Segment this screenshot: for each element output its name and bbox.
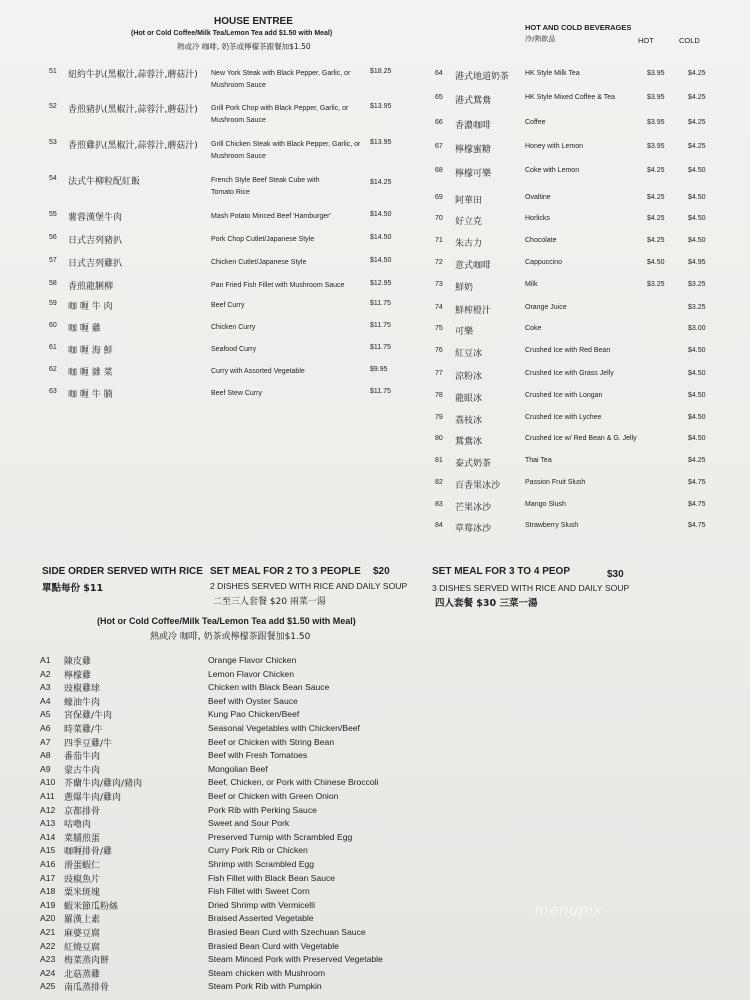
beverage-item xyxy=(0,435,750,455)
item-number: 67 xyxy=(435,143,443,150)
hot-price: $4.25 xyxy=(647,167,665,174)
cold-price: $3.25 xyxy=(688,281,706,288)
item-code: A19 xyxy=(40,899,56,910)
item-code: A2 xyxy=(40,668,51,679)
item-name-zh: 香煎雞扒(黑椒汁,蒜蓉汁,蘑菇汁) xyxy=(68,141,198,151)
item-code: A25 xyxy=(40,981,56,992)
hot-price: $3.95 xyxy=(647,70,665,77)
item-name-zh: 檸檬蜜糖 xyxy=(455,145,492,155)
item-name-en: Kung Pao Chicken/Beef xyxy=(208,709,300,720)
item-code: A10 xyxy=(40,777,56,788)
beverage-item xyxy=(0,167,750,187)
item-name-zh: 可樂 xyxy=(455,327,474,337)
item-number: 79 xyxy=(435,414,443,421)
item-name-zh: 涼粉冰 xyxy=(455,372,483,382)
cold-price: $3.00 xyxy=(688,325,706,332)
cold-price: $4.25 xyxy=(688,94,706,101)
item-price: $14.25 xyxy=(370,179,392,186)
item-name-zh: 檸檬雞 xyxy=(64,670,92,681)
item-code: A4 xyxy=(40,695,51,706)
item-name-en: Steam Pork Rib with Pumpkin xyxy=(208,981,322,992)
item-name-en: Braised Asserted Vegetable xyxy=(208,913,314,924)
item-name-en: Strawberry Slush xyxy=(525,522,579,529)
item-name-zh: 豉椒魚片 xyxy=(64,874,101,885)
cold-column-label: COLD xyxy=(679,36,700,45)
set-meal-3-4-title: SET MEAL FOR 3 TO 4 PEOP xyxy=(432,566,570,577)
item-name-en: Shrimp with Scrambled Egg xyxy=(208,859,315,869)
hot-price: $3.25 xyxy=(647,281,665,288)
item-name-zh: 時菜雞/牛 xyxy=(64,725,104,735)
side-item xyxy=(0,669,750,682)
item-name-zh: 宮保雞/牛肉 xyxy=(64,711,113,722)
item-name-en: Crushed Ice with Red Bean xyxy=(525,347,611,354)
item-name-zh: 荔枝冰 xyxy=(455,416,483,426)
item-price: $14.50 xyxy=(370,257,392,264)
hot-price: $4.25 xyxy=(647,237,665,244)
item-price: $11.75 xyxy=(370,300,391,307)
item-name-en: HK Style Mixed Coffee & Tea xyxy=(525,94,616,101)
item-name-zh: 朱古力 xyxy=(455,239,483,249)
item-name-en: Milk xyxy=(525,281,538,288)
item-name-zh: 泰式奶茶 xyxy=(455,459,492,469)
item-name-en: Honey with Lemon xyxy=(525,143,583,150)
item-name-zh: 粟米斑塊 xyxy=(64,888,101,899)
beverage-item xyxy=(0,325,750,345)
item-name-en: HK Style Milk Tea xyxy=(525,70,580,77)
item-number: 75 xyxy=(435,325,443,332)
item-name-zh: 芒果冰沙 xyxy=(455,503,492,513)
item-name-zh: 香濃咖啡 xyxy=(455,121,492,131)
item-name-en: Pan Fried Fish Fillet with Mushroom Sauce xyxy=(211,282,345,289)
item-code: A3 xyxy=(40,682,51,693)
item-name-en: Beef with Fresh Tomatoes xyxy=(208,750,308,761)
item-name-en: Brasied Bean Curd with Vegetable xyxy=(208,940,339,951)
item-name-en: Sweet and Sour Pork xyxy=(208,818,290,829)
item-number: 81 xyxy=(435,457,443,464)
item-price: $14.50 xyxy=(370,234,392,241)
item-name-en: Orange Flavor Chicken xyxy=(208,655,297,665)
item-number: 77 xyxy=(435,370,443,377)
item-number: 53 xyxy=(49,139,57,146)
side-item xyxy=(0,886,750,899)
beverage-item xyxy=(0,94,750,114)
item-name-en: Crushed Ice with Grass Jelly xyxy=(525,370,614,377)
item-name-en: Thai Tea xyxy=(525,457,552,464)
side-item xyxy=(0,954,750,967)
cold-price: $4.25 xyxy=(688,70,706,77)
item-number: 84 xyxy=(435,522,443,529)
item-name-zh: 菜脯煎蛋 xyxy=(64,833,101,844)
item-number: 61 xyxy=(49,344,57,351)
item-name-en: Beef Stew Curry xyxy=(211,390,262,397)
cold-price: $4.25 xyxy=(688,457,706,464)
item-code: A23 xyxy=(40,954,56,965)
item-name-zh: 港式地道奶茶 xyxy=(455,72,510,82)
item-name-en: Chicken Cutlet/Japanese Style xyxy=(211,259,307,266)
item-name-en: Steam chicken with Mushroom xyxy=(208,967,326,978)
hot-price: $3.95 xyxy=(647,119,665,126)
item-number: 59 xyxy=(49,300,57,307)
set-meal-3-4-line: 3 DISHES SERVED WITH RICE AND DAILY SOUP xyxy=(432,583,630,593)
item-number: 73 xyxy=(435,281,443,288)
beverage-item xyxy=(0,259,750,279)
side-item xyxy=(0,805,750,818)
item-number: 76 xyxy=(435,347,443,354)
cold-price: $4.50 xyxy=(688,414,706,421)
beverage-item xyxy=(0,119,750,139)
item-name-zh: 羅漢上素 xyxy=(64,915,101,926)
item-name-zh: 滑蛋蝦仁 xyxy=(64,861,101,871)
item-number: 57 xyxy=(49,257,57,264)
item-number: 51 xyxy=(49,68,57,75)
item-number: 62 xyxy=(49,366,57,373)
item-name-en: Beef or Chicken with Green Onion xyxy=(208,791,339,801)
combo-note-zh: 熱或冷 咖啡, 奶茶或檸檬茶跟餐加$1.50 xyxy=(150,632,311,642)
item-name-zh: 梅菜蒸肉餅 xyxy=(64,956,110,967)
side-item xyxy=(0,845,750,858)
item-name-en: Mango Slush xyxy=(525,501,566,508)
item-number: 78 xyxy=(435,392,443,399)
cold-price: $4.50 xyxy=(688,435,706,442)
item-name-zh: 四季豆雞/牛 xyxy=(64,738,113,749)
item-name-zh: 咖 喱 雞 xyxy=(68,324,101,334)
item-name-en: New York Steak with Black Pepper, Garlic, or Mushroom Sauce xyxy=(211,70,351,89)
set-meal-2-3-price: $20 xyxy=(373,566,390,577)
item-name-zh: 蔥爆牛肉/雞肉 xyxy=(64,793,122,803)
item-name-en: Beef or Chicken with String Bean xyxy=(208,736,335,747)
cold-price: $4.75 xyxy=(688,522,706,529)
item-name-zh: 香煎龍脷柳 xyxy=(68,282,114,292)
item-price: $11.75 xyxy=(370,322,391,329)
side-order-title: SIDE ORDER SERVED WITH RICE xyxy=(42,566,203,577)
side-item xyxy=(0,859,750,872)
beverage-item xyxy=(0,392,750,412)
item-name-zh: 蠔油牛肉 xyxy=(64,697,101,708)
beverage-item xyxy=(0,194,750,214)
side-item xyxy=(0,832,750,845)
side-item xyxy=(0,791,750,804)
item-name-zh: 百香果冰沙 xyxy=(455,481,501,491)
side-item xyxy=(0,737,750,750)
item-name-zh: 京都排骨 xyxy=(64,806,101,817)
side-item xyxy=(0,927,750,940)
item-code: A20 xyxy=(40,913,56,924)
item-name-zh: 紅燒豆腐 xyxy=(64,942,101,953)
item-price: $11.75 xyxy=(370,344,391,351)
item-name-zh: 咖喱排骨/雞 xyxy=(64,847,113,858)
item-name-en: Grill Pork Chop with Black Pepper, Garlic, or Mushroom Sauce xyxy=(211,105,349,124)
set-meal-2-3-line-zh: 二至三人套餐 $20 兩菜一湯 xyxy=(213,597,326,607)
item-name-zh: 咖 喱 海 鮮 xyxy=(68,346,113,356)
set-meal-2-3-line: 2 DISHES SERVED WITH RICE AND DAILY SOUP xyxy=(210,581,408,591)
item-price: $18.25 xyxy=(370,68,392,75)
item-price: $14.50 xyxy=(370,211,392,218)
item-name-en: Orange Juice xyxy=(525,304,567,311)
side-item xyxy=(0,655,750,668)
item-price: $13.95 xyxy=(370,139,392,146)
item-code: A16 xyxy=(40,859,56,869)
side-item xyxy=(0,818,750,831)
item-name-en: Seasonal Vegetables with Chicken/Beef xyxy=(208,723,360,733)
cold-price: $4.75 xyxy=(688,501,706,508)
item-number: 69 xyxy=(435,194,443,201)
item-name-en: Curry Pork Rib or Chicken xyxy=(208,845,308,856)
item-code: A11 xyxy=(40,791,55,801)
cold-price: $4.95 xyxy=(688,259,706,266)
item-number: 66 xyxy=(435,119,443,126)
item-number: 65 xyxy=(435,94,443,101)
item-number: 58 xyxy=(49,280,57,287)
cold-price: $4.50 xyxy=(688,392,706,399)
item-name-zh: 蝦米節瓜粉絲 xyxy=(64,901,119,912)
side-item xyxy=(0,873,750,886)
item-name-en: Fish Fillet with Sweet Corn xyxy=(208,886,310,897)
item-name-zh: 陳皮雞 xyxy=(64,657,92,667)
set-meal-3-4-line-zh: 四人套餐 $30 三菜一湯 xyxy=(435,598,538,609)
item-name-en: Beef, Chicken, or Pork with Chinese Broccoli xyxy=(208,777,379,788)
item-name-en: Beef Curry xyxy=(211,302,245,309)
beverage-item xyxy=(0,501,750,521)
item-name-zh: 薯蓉漢堡牛肉 xyxy=(68,213,123,223)
cold-price: $4.75 xyxy=(688,479,706,486)
item-name-zh: 番茄牛肉 xyxy=(64,752,101,763)
side-item xyxy=(0,981,750,994)
beverages-title: HOT AND COLD BEVERAGES xyxy=(525,23,632,32)
item-price: $13.95 xyxy=(370,103,392,110)
side-item xyxy=(0,696,750,709)
item-name-zh: 日式吉列雞扒 xyxy=(68,259,123,269)
house-entree-note: (Hot or Cold Coffee/Milk Tea/Lemon Tea add $1.50 with Meal) xyxy=(131,30,333,37)
side-item xyxy=(0,900,750,913)
item-name-zh: 草莓冰沙 xyxy=(455,524,492,534)
item-name-zh: 麻婆豆腐 xyxy=(64,929,101,939)
item-number: 60 xyxy=(49,322,57,329)
hot-price: $3.95 xyxy=(647,94,665,101)
item-name-zh: 龍眼冰 xyxy=(455,394,483,404)
item-name-zh: 好立克 xyxy=(455,217,483,227)
item-name-zh: 法式牛柳粒配紅飯 xyxy=(68,177,141,187)
side-item xyxy=(0,968,750,981)
item-price: $12.95 xyxy=(370,280,392,287)
item-name-zh: 鮮榨橙汁 xyxy=(455,306,492,316)
item-name-en: Pork Rib with Perking Sauce xyxy=(208,804,317,815)
house-entree-title: HOUSE ENTREE xyxy=(214,16,293,27)
item-name-en: Pork Chop Cutlet/Japanese Style xyxy=(211,236,315,243)
item-number: 82 xyxy=(435,479,443,486)
cold-price: $3.25 xyxy=(688,304,706,311)
item-name-en: French Style Beef Steak Cube with Tomato Rice xyxy=(211,177,320,196)
item-number: 68 xyxy=(435,167,443,174)
item-code: A21 xyxy=(40,927,56,937)
cold-price: $4.50 xyxy=(688,215,706,222)
item-name-zh: 南瓜蒸排骨 xyxy=(64,983,110,994)
beverage-item xyxy=(0,143,750,163)
item-number: 80 xyxy=(435,435,443,442)
item-price: $11.75 xyxy=(370,388,391,395)
item-code: A15 xyxy=(40,845,56,856)
cold-price: $4.50 xyxy=(688,194,706,201)
item-code: A24 xyxy=(40,967,56,978)
item-name-zh: 咕嚕肉 xyxy=(64,820,92,831)
item-number: 55 xyxy=(49,211,57,218)
beverage-item xyxy=(0,522,750,542)
item-name-en: Crushed Ice with Longan xyxy=(525,392,603,399)
item-code: A1 xyxy=(40,655,51,665)
item-name-en: Chocolate xyxy=(525,237,557,244)
item-name-en: Fish Fillet with Black Bean Sauce xyxy=(208,872,336,883)
hot-price: $3.95 xyxy=(647,143,665,150)
item-name-zh: 鮮奶 xyxy=(455,283,474,293)
item-code: A14 xyxy=(40,831,56,842)
cold-price: $4.50 xyxy=(688,347,706,354)
item-name-zh: 紐約牛扒(黑椒汁,蒜蓉汁,蘑菇汁) xyxy=(68,70,198,80)
hot-price: $4.50 xyxy=(647,259,665,266)
item-name-en: Chicken with Black Bean Sauce xyxy=(208,682,330,693)
side-item xyxy=(0,764,750,777)
beverage-item xyxy=(0,215,750,235)
item-name-zh: 蒙古牛肉 xyxy=(64,765,101,776)
side-order-subtitle-zh: 單點每份 $11 xyxy=(42,583,104,594)
item-code: A22 xyxy=(40,940,56,951)
item-name-zh: 阿華田 xyxy=(455,196,483,206)
item-name-zh: 意式咖啡 xyxy=(455,261,492,271)
beverage-item xyxy=(0,370,750,390)
item-name-en: Crushed Ice with Lychee xyxy=(525,414,602,421)
item-code: A5 xyxy=(40,709,51,720)
item-code: A8 xyxy=(40,750,51,761)
item-name-en: Passion Fruit Slush xyxy=(525,479,586,486)
hot-price: $4.25 xyxy=(647,215,665,222)
side-item xyxy=(0,750,750,763)
item-name-zh: 紅豆冰 xyxy=(455,349,483,359)
item-price: $9.95 xyxy=(370,366,388,373)
beverage-item xyxy=(0,479,750,499)
item-name-zh: 港式鴛鴦 xyxy=(455,96,492,106)
item-name-en: Coffee xyxy=(525,119,546,126)
item-name-zh: 北菇蒸雞 xyxy=(64,969,101,980)
item-name-en: Curry with Assorted Vegetable xyxy=(211,368,305,375)
item-number: 54 xyxy=(49,175,57,182)
side-item xyxy=(0,709,750,722)
item-name-en: Chicken Curry xyxy=(211,324,256,331)
house-entree-note-zh: 熱或冷 咖啡, 奶茶或檸檬茶跟餐加$1.50 xyxy=(177,42,311,51)
item-name-en: Dried Shrimp with Vermicelli xyxy=(208,899,315,910)
side-item xyxy=(0,723,750,736)
watermark-logo: menupix xyxy=(535,902,603,919)
item-number: 63 xyxy=(49,388,57,395)
hot-price: $4.25 xyxy=(647,194,665,201)
cold-price: $4.50 xyxy=(688,237,706,244)
beverage-item xyxy=(0,347,750,367)
item-number: 52 xyxy=(49,103,57,110)
cold-price: $4.25 xyxy=(688,119,706,126)
item-name-zh: 日式吉列豬扒 xyxy=(68,236,123,246)
item-code: A17 xyxy=(40,872,56,883)
combo-note: (Hot or Cold Coffee/Milk Tea/Lemon Tea add $1.50 with Meal) xyxy=(97,616,356,626)
item-code: A7 xyxy=(40,736,51,747)
item-name-en: Lemon Flavor Chicken xyxy=(208,668,294,679)
item-code: A12 xyxy=(40,804,56,815)
item-name-en: Beef with Oyster Sauce xyxy=(208,695,298,706)
item-name-en: Steam Minced Pork with Preserved Vegetable xyxy=(208,954,383,965)
item-name-zh: 香煎豬扒(黑椒汁,蒜蓉汁,蘑菇汁) xyxy=(68,105,198,115)
beverage-item xyxy=(0,304,750,324)
item-name-zh: 咖 喱 牛 腩 xyxy=(68,390,113,400)
item-name-en: Ovaltine xyxy=(525,194,551,201)
item-name-en: Coke with Lemon xyxy=(525,167,580,174)
item-number: 64 xyxy=(435,70,443,77)
item-name-en: Grill Chicken Steak with Black Pepper, Garlic, or Mushroom Sauce xyxy=(211,141,361,160)
set-meal-2-3-title: SET MEAL FOR 2 TO 3 PEOPLE xyxy=(210,566,361,577)
side-item xyxy=(0,941,750,954)
beverage-item xyxy=(0,281,750,301)
hot-column-label: HOT xyxy=(638,36,654,45)
cold-price: $4.50 xyxy=(688,370,706,377)
item-number: 74 xyxy=(435,304,443,311)
item-name-en: Preserved Turnip with Scrambled Egg xyxy=(208,831,353,842)
side-item xyxy=(0,913,750,926)
item-code: A13 xyxy=(40,818,56,829)
item-name-zh: 鴛鴦冰 xyxy=(455,437,483,447)
item-name-en: Crushed Ice w/ Red Bean & G. Jelly xyxy=(525,435,637,442)
item-number: 71 xyxy=(435,237,443,244)
item-number: 83 xyxy=(435,501,443,508)
item-name-zh: 檸檬可樂 xyxy=(455,169,492,179)
item-name-en: Mongolian Beef xyxy=(208,763,268,774)
item-name-en: Mash Potato Minced Beef 'Hamburger' xyxy=(211,213,331,220)
cold-price: $4.50 xyxy=(688,167,706,174)
beverage-item xyxy=(0,414,750,434)
beverage-item xyxy=(0,237,750,257)
item-number: 70 xyxy=(435,215,443,222)
beverages-title-zh: 冷/熱飲品 xyxy=(525,35,556,43)
set-meal-3-4-price: $30 xyxy=(607,569,624,580)
side-item xyxy=(0,777,750,790)
item-number: 56 xyxy=(49,234,57,241)
item-name-zh: 豉椒雞球 xyxy=(64,684,101,695)
item-name-en: Brasied Bean Curd with Szechuan Sauce xyxy=(208,927,366,937)
item-code: A6 xyxy=(40,723,51,733)
item-name-en: Horlicks xyxy=(525,215,550,222)
cold-price: $4.25 xyxy=(688,143,706,150)
beverage-item xyxy=(0,70,750,90)
item-name-zh: 芥蘭牛肉/雞肉/豬肉 xyxy=(64,779,143,790)
item-number: 72 xyxy=(435,259,443,266)
item-name-en: Cappuccino xyxy=(525,259,562,266)
beverage-item xyxy=(0,457,750,477)
item-name-en: Coke xyxy=(525,325,542,332)
item-name-zh: 咖 喱 牛 肉 xyxy=(68,302,113,312)
item-name-en: Seafood Curry xyxy=(211,346,257,353)
side-item xyxy=(0,682,750,695)
item-code: A9 xyxy=(40,763,51,774)
item-name-zh: 咖 喱 雜 菜 xyxy=(68,368,113,378)
item-code: A18 xyxy=(40,886,56,897)
